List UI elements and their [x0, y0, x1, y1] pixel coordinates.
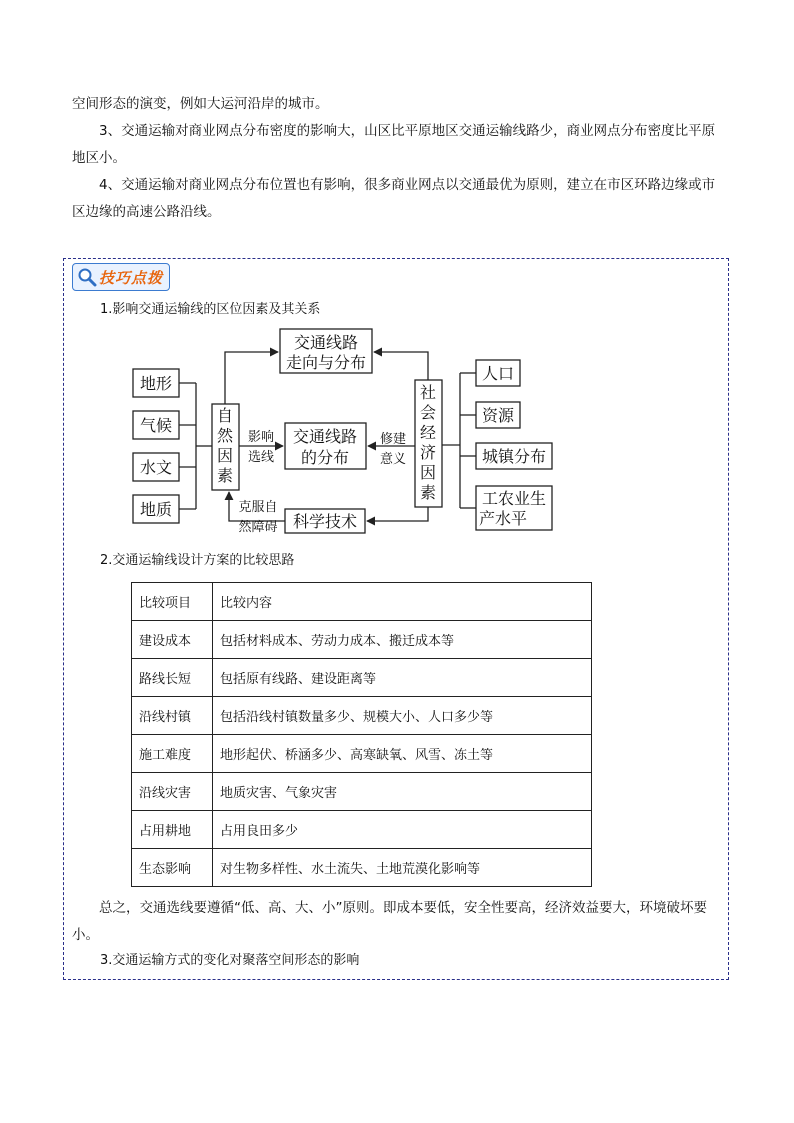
label-build-line-2: 意义 [379, 452, 407, 467]
table-row [132, 849, 592, 887]
table-cell: 施工难度 [132, 735, 213, 773]
social-box-char-1: 社 [419, 383, 437, 402]
natural-item-3: 水文 [139, 458, 173, 477]
social-box-char-2: 会 [419, 403, 437, 422]
natural-box-char-3: 因 [216, 446, 234, 465]
table-row [132, 811, 592, 849]
table-cell: 包括材料成本、劳动力成本、搬迁成本等 [213, 621, 592, 659]
table-cell: 对生物多样性、水土流失、土地荒漠化影响等 [213, 849, 592, 887]
label-build-line-1: 修建 [379, 432, 407, 447]
natural-item-2: 气候 [139, 416, 173, 435]
table-cell: 地形起伏、桥涵多少、高寒缺氧、风雪、冻土等 [213, 735, 592, 773]
social-box-char-6: 素 [419, 483, 437, 502]
summary-paragraph: 总之，交通选线要遵循“低、高、大、小”原则。即成本要低，安全性要高，经济效益要大，环境破坏要小。 [72, 900, 707, 943]
top-center-line-1: 交通线路 [293, 333, 359, 352]
tip-badge [72, 263, 170, 291]
table-cell: 路线长短 [132, 659, 213, 697]
magnifier-icon [77, 267, 97, 287]
table-header-row [132, 583, 592, 621]
table-cell: 占用良田多少 [213, 811, 592, 849]
comparison-table [131, 582, 592, 887]
table-header-cell: 比较内容 [213, 583, 592, 621]
industry-item-line-2: 产水平 [478, 509, 528, 528]
social-item-3: 城镇分布 [481, 447, 547, 466]
table-cell: 占用耕地 [132, 811, 213, 849]
label-overcome-line-2: 然障碍 [238, 520, 278, 535]
intro-point-4: 4、交通运输对商业网点分布位置也有影响，很多商业网点以交通最优为原则，建立在市区环路边缘或市区边缘的高速公路沿线。 [72, 177, 716, 220]
table-row [132, 735, 592, 773]
table-cell: 生态影响 [132, 849, 213, 887]
section-1-title: 1.影响交通运输线的区位因素及其关系 [100, 302, 321, 317]
bottom-center-label: 科学技术 [292, 512, 358, 531]
table-row [132, 621, 592, 659]
table-cell: 包括沿线村镇数量多少、规模大小、人口多少等 [213, 697, 592, 735]
table-row [132, 697, 592, 735]
label-overcome-line-1: 克服自 [238, 500, 278, 515]
intro-line-continuation: 空间形态的演变，例如大运河沿岸的城市。 [72, 96, 329, 112]
table-header-cell: 比较项目 [132, 583, 213, 621]
natural-item-1: 地形 [139, 374, 173, 393]
natural-box-char-1: 自 [216, 406, 234, 425]
middle-center-line-1: 交通线路 [292, 427, 358, 446]
table-row [132, 659, 592, 697]
table-cell: 包括原有线路、建设距离等 [213, 659, 592, 697]
table-cell: 建设成本 [132, 621, 213, 659]
label-influence-line-2: 选线 [247, 450, 275, 465]
natural-box-char-2: 然 [216, 426, 234, 445]
table-cell: 地质灾害、气象灾害 [213, 773, 592, 811]
intro-point-3: 3、交通运输对商业网点分布密度的影响大，山区比平原地区交通运输线路少，商业网点分布密度比平原地区小。 [72, 123, 716, 166]
social-item-2: 资源 [481, 406, 515, 425]
social-box-char-5: 因 [419, 463, 437, 482]
section-2-title: 2.交通运输线设计方案的比较思路 [100, 553, 295, 568]
label-influence-line-1: 影响 [247, 430, 275, 445]
natural-item-4: 地质 [139, 500, 173, 519]
social-box-char-4: 济 [419, 443, 437, 462]
social-box-char-3: 经 [419, 423, 437, 442]
industry-item-line-1: 工农业生 [481, 489, 547, 508]
social-item-1: 人口 [481, 364, 515, 383]
natural-box-char-4: 素 [216, 466, 234, 485]
table-cell: 沿线村镇 [132, 697, 213, 735]
table-row [132, 773, 592, 811]
middle-center-line-2: 的分布 [300, 448, 350, 467]
top-center-line-2: 走向与分布 [285, 353, 367, 372]
section-3-title: 3.交通运输方式的变化对聚落空间形态的影响 [100, 953, 360, 968]
table-cell: 沿线灾害 [132, 773, 213, 811]
tip-badge-label: 技巧点拨 [99, 268, 164, 287]
